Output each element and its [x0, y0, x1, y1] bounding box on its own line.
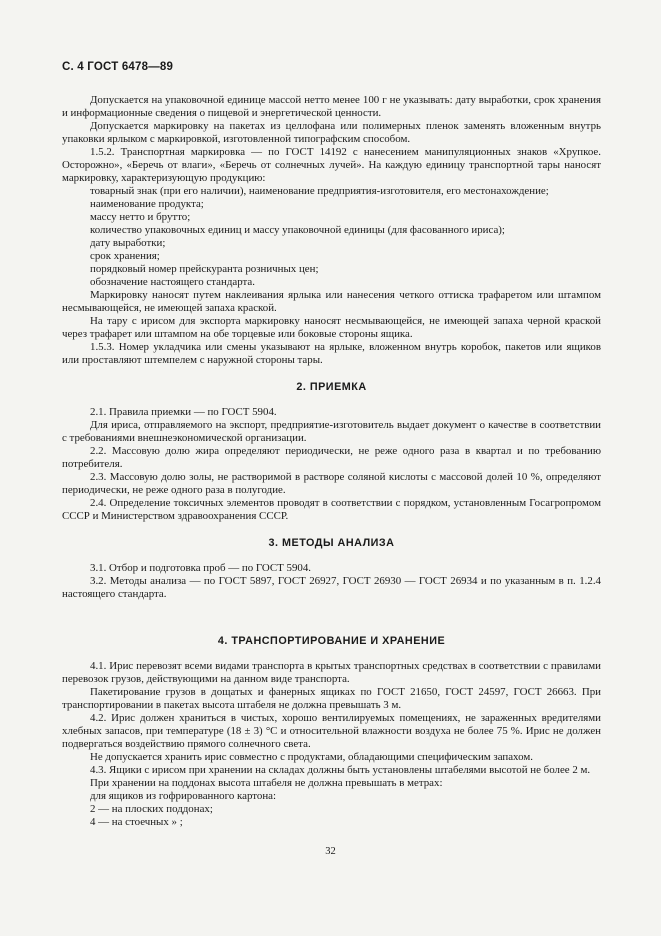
paragraph: обозначение настоящего стандарта.	[90, 276, 255, 288]
paragraph: 2.2. Массовую долю жира определяют периодически, не реже одного раза в квартал и по требованию потребителя.	[62, 445, 601, 470]
section-marking-text	[62, 94, 601, 367]
section-transport-text	[62, 660, 601, 829]
document-body	[62, 94, 601, 829]
section-title-transport: 4. ТРАНСПОРТИРОВАНИЕ И ХРАНЕНИЕ	[217, 635, 446, 647]
paragraph: 2 — на плоских поддонах;	[90, 803, 213, 815]
paragraph: количество упаковочных единиц и массу упаковочной единицы (для фасованного ириса);	[90, 224, 505, 236]
paragraph: 2.4. Определение токсичных элементов проводят в соответствии с порядком, установленным Госагропромом СССР и Министерством здравоохранения СССР.	[62, 497, 601, 522]
section-methods-text	[62, 562, 601, 601]
paragraph: 3.2. Методы анализа — по ГОСТ 5897, ГОСТ 26927, ГОСТ 26930 — ГОСТ 26934 и по указанным в п. 1.2.4 настоящего стандарта.	[62, 575, 601, 600]
paragraph: для ящиков из гофрированного картона:	[90, 790, 277, 802]
paragraph: 4.1. Ирис перевозят всеми видами транспорта в крытых транспортных средствах в соответствии с правилами перевозок грузов, действующими на данном виде транспорта.	[62, 660, 601, 685]
page-number: 32	[325, 846, 336, 857]
paragraph: 4.2. Ирис должен храниться в чистых, хорошо вентилируемых помещениях, не зараженных вредителями хлебных запасов, при температуре (18 ± 3) °С и относительной влажности воздуха не более 75 %. Ирис не должен подвергаться воздействию прямого солнечного света.	[62, 712, 601, 750]
paragraph: порядковый номер прейскуранта розничных цен;	[90, 263, 319, 275]
paragraph: Допускается на упаковочной единице массой нетто менее 100 г не указывать: дату выработки, срок хранения и информационные сведения о пищевой и энергетической ценности.	[62, 94, 601, 119]
paragraph: срок хранения;	[90, 250, 160, 262]
paragraph: массу нетто и брутто;	[90, 211, 191, 223]
section-title-methods: 3. МЕТОДЫ АНАЛИЗА	[268, 537, 395, 549]
paragraph: наименование продукта;	[90, 198, 204, 210]
paragraph: 2.1. Правила приемки — по ГОСТ 5904.	[90, 406, 277, 418]
paragraph: Не допускается хранить ирис совместно с продуктами, обладающими специфическим запахом.	[90, 751, 533, 763]
section-acceptance-text	[62, 406, 601, 523]
paragraph: товарный знак (при его наличии), наименование предприятия-изготовителя, его местонахождение;	[90, 185, 549, 197]
paragraph: Пакетирование грузов в дощатых и фанерных ящиках по ГОСТ 21650, ГОСТ 24597, ГОСТ 26663. При транспортировании в пакетах высота штабеля не должна превышать 3 м.	[62, 686, 601, 711]
paragraph: Для ириса, отправляемого на экспорт, предприятие-изготовитель выдает документ о качестве в соответствии с требованиями внешнеэкономической организации.	[62, 419, 601, 444]
paragraph: 1.5.3. Номер укладчика или смены указывают на ярлыке, вложенном внутрь коробок, пакетов или ящиков или проставляют штемпелем с наружной стороны тары.	[62, 341, 601, 366]
section-title-acceptance: 2. ПРИЕМКА	[296, 381, 367, 393]
paragraph: Допускается маркировку на пакетах из целлофана или полимерных пленок заменять вложенным внутрь упаковки ярлыком с маркировкой, изготовленной типографским способом.	[62, 120, 601, 145]
paragraph: 3.1. Отбор и подготовка проб — по ГОСТ 5904.	[90, 562, 312, 574]
paragraph: дату выработки;	[90, 237, 166, 249]
paragraph: Маркировку наносят путем наклеивания ярлыка или нанесения четкого оттиска трафаретом или штампом несмывающейся, не имеющей запаха краской.	[62, 289, 601, 314]
paragraph: 2.3. Массовую долю золы, не растворимой в растворе соляной кислоты с массовой долей 10 %, определяют периодически, не реже одного раза в полугодие.	[62, 471, 601, 496]
paragraph: 4.3. Ящики с ирисом при хранении на складах должны быть установлены штабелями высотой не более 2 м.	[90, 764, 591, 776]
paragraph: При хранении на поддонах высота штабеля не должна превышать в метрах:	[90, 777, 443, 789]
page-header: С. 4 ГОСТ 6478—89	[62, 61, 174, 73]
paragraph: 4 — на стоечных » ;	[90, 816, 183, 828]
paragraph: На тару с ирисом для экспорта маркировку наносят несмывающейся, не имеющей запаха черной краской через трафарет или штампом на обе торцевые или боковые стороны ящика.	[62, 315, 601, 340]
paragraph: 1.5.2. Транспортная маркировка — по ГОСТ 14192 с нанесением манипуляционных знаков «Хрупкое. Осторожно», «Беречь от влаги», «Беречь от солнечных лучей». На каждую единицу транспортной тары наносят маркировку, характеризующую продукцию:	[62, 146, 601, 184]
